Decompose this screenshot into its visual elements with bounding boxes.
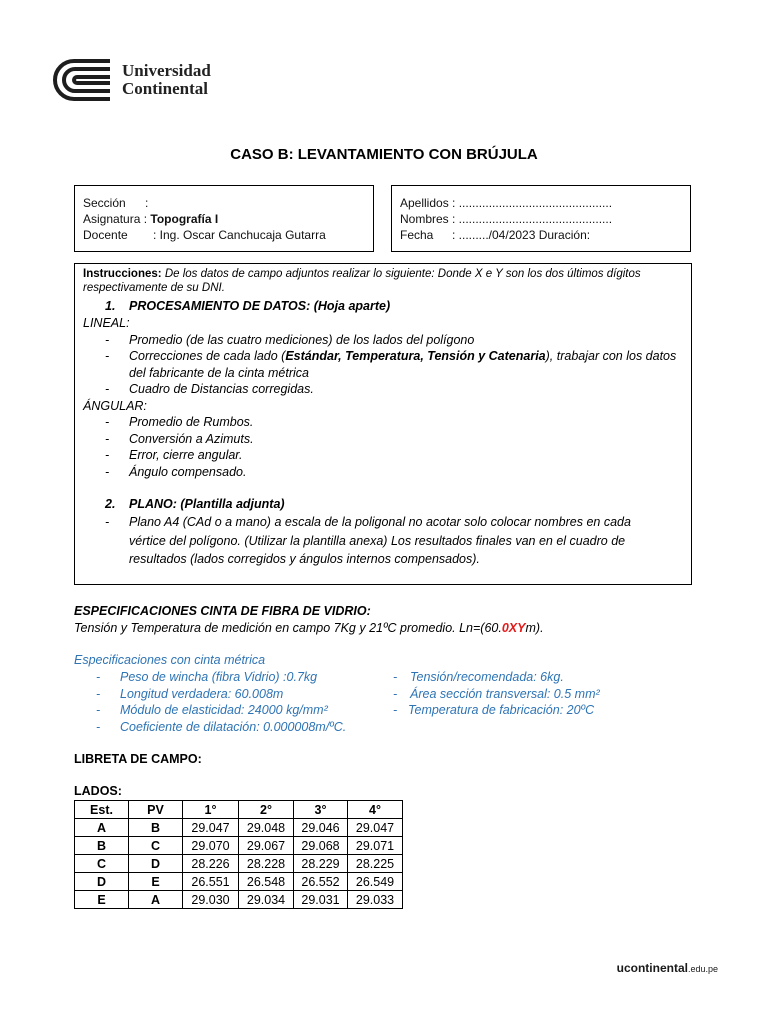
table-row [75,855,403,873]
cinta-spec-text: Longitud verdadera: 60.008m [120,686,284,701]
list-item: - Cuadro de Distancias corregidas. [105,382,314,396]
footer-brand [617,961,718,975]
apellidos-field[interactable]: Apellidos : .............................................. [400,196,613,210]
spec-line-pre: Tensión y Temperatura de medición en campo 7Kg y 21ºC promedio. Ln=(60. [74,621,502,635]
course-info-box [74,185,374,252]
list-item: - Correcciones de cada lado (Estándar, Temperatura, Tensión y Catenaria), trabajar con los datos del fabricante de la cinta métrica [105,349,677,380]
lados-table [74,800,403,909]
seccion-label: Sección [83,196,126,210]
cinta-spec-text: Módulo de elasticidad: 24000 kg/mm² [120,703,328,718]
table-header: Est. [75,801,129,819]
cinta-left-list [96,669,346,736]
table-row [75,837,403,855]
spec-line-post: m). [525,621,544,635]
angular-item-text: Conversión a Azimuts. [129,431,254,446]
seccion-value: : [145,196,149,210]
cinta-right-list [393,669,600,719]
logo-line-1: Universidad [122,61,211,80]
table-cell: 29.046 [294,819,348,837]
item-2-title: PLANO: (Plantilla adjunta) [129,497,285,511]
angular-item-text: Promedio de Rumbos. [129,415,254,429]
table-cell: 28.225 [348,855,403,873]
instructions-intro [83,267,683,295]
table-cell: 29.030 [183,891,239,909]
table-cell: 29.048 [239,819,294,837]
table-cell: 29.070 [183,837,239,855]
asignatura-label: Asignatura [83,212,141,226]
table-cell: 29.067 [239,837,294,855]
plano-text: Plano A4 (CAd o a mano) a escala de la poligonal no acotar solo colocar nombres en cada vértice del polígono. (Utilizar la plantilla anexa) Los resultados finales van en el cuadro de resultados (lados corregidos y ángulos internos compensados). [129,515,631,566]
lineal-item-text: Promedio (de las cuatro mediciones) de los lados del polígono [129,332,475,347]
seccion-row [83,195,373,211]
libreta-title: LIBRETA DE CAMPO: [74,752,202,766]
spec-line-red: 0XY [501,621,526,635]
table-row [75,819,403,837]
university-logo-icon [50,58,112,102]
table-cell: E [129,873,183,891]
item-1-number: 1. [105,299,116,313]
list-item: - Área sección transversal: 0.5 mm² [393,686,600,701]
table-cell: 29.047 [183,819,239,837]
spec-line [74,621,544,635]
list-item: - Temperatura de fabricación: 20ºC [393,703,595,718]
list-item: - Promedio (de las cuatro mediciones) de los lados del polígono [105,332,475,347]
cinta-spec-text: Área sección transversal: 0.5 mm² [410,686,600,701]
angular-label: ÁNGULAR: [83,398,147,413]
list-item: - Longitud verdadera: 60.008m [96,686,284,701]
table-cell: 28.229 [294,855,348,873]
item-2-heading [83,496,683,513]
list-item: - Tensión/recomendada: 6kg. [393,670,564,684]
table-cell: 29.071 [348,837,403,855]
table-cell: 26.549 [348,873,403,891]
correcciones-post: ), trabajar con los datos del fabricante de la cinta métrica [129,349,677,380]
table-cell: 29.034 [239,891,294,909]
table-cell: 29.033 [348,891,403,909]
correcciones-bold: Estándar, Temperatura, Tensión y Catenaria [285,349,546,363]
docente-label: Docente [83,228,128,242]
table-header: PV [129,801,183,819]
nombres-field[interactable]: Nombres : .............................................. [400,212,613,226]
table-cell: E [75,891,129,909]
table-cell: C [129,837,183,855]
lados-title: LADOS: [74,784,122,798]
list-item: - Módulo de elasticidad: 24000 kg/mm² [96,703,328,718]
footer-brand-suffix: .edu.pe [687,964,718,974]
cinta-spec-text: Tensión/recomendada: 6kg. [410,670,564,684]
table-cell: 29.068 [294,837,348,855]
table-cell: 29.031 [294,891,348,909]
university-logo-text [122,62,211,98]
table-cell: 26.552 [294,873,348,891]
table-cell: B [129,819,183,837]
table-cell: 28.226 [183,855,239,873]
fecha-value[interactable]: : ........./04/2023 Duración: [452,228,591,242]
table-header: 3° [294,801,348,819]
list-item: - Plano A4 (CAd o a mano) a escala de la poligonal no acotar solo colocar nombres en cada vértice del polígono. (Utilizar la plantilla anexa) Los resultados finales van en el cuadro de resultados (lados corregidos y ángulos internos compensados). [105,515,631,566]
cinta-spec-text: Temperatura de fabricación: 20ºC [408,703,595,718]
table-cell: 29.047 [348,819,403,837]
spec-title: ESPECIFICACIONES CINTA DE FIBRA DE VIDRIO: [74,604,371,618]
list-item: - Promedio de Rumbos. [105,415,254,429]
table-header: 1° [183,801,239,819]
table-cell: D [75,873,129,891]
list-item: - Ángulo compensado. [105,464,247,479]
fecha-label: Fecha [400,228,434,242]
item-1-title: PROCESAMIENTO DE DATOS: (Hoja aparte) [129,299,391,313]
table-cell: D [129,855,183,873]
instructions-box [74,263,692,585]
table-header: 2° [239,801,294,819]
table-cell: 26.548 [239,873,294,891]
lineal-label: LINEAL: [83,316,130,330]
student-info-box [391,185,691,252]
document-title: CASO B: LEVANTAMIENTO CON BRÚJULA [230,146,538,163]
cinta-title: Especificaciones con cinta métrica [74,653,266,667]
lineal-item-text: Cuadro de Distancias corregidas. [129,382,314,396]
list-item: - Error, cierre angular. [105,448,243,462]
cinta-spec-text: Peso de wincha (fibra Vidrio) :0.7kg [120,670,318,684]
table-row [75,891,403,909]
table-cell: A [75,819,129,837]
docente-row [83,227,373,243]
list-item: - Conversión a Azimuts. [105,431,254,446]
table-cell: B [75,837,129,855]
cinta-spec-text: Coeficiente de dilatación: 0.000008m/ºC. [120,720,347,735]
instructions-label: Instrucciones: [83,268,162,280]
docente-value: : Ing. Oscar Canchucaja Gutarra [153,228,326,242]
list-item: - Coeficiente de dilatación: 0.000008m/ºC. [96,720,347,735]
fecha-row [400,227,690,243]
angular-item-text: Error, cierre angular. [129,448,243,462]
footer-brand-name: ucontinental [616,961,688,975]
angular-item-text: Ángulo compensado. [129,464,247,479]
table-row [75,873,403,891]
instructions-text: De los datos de campo adjuntos realizar lo siguiente: Donde X e Y son los dos últimos dígitos respectivamente de su DNI. [83,268,641,294]
list-item: - Peso de wincha (fibra Vidrio) :0.7kg [96,670,318,684]
logo-line-2: Continental [122,79,208,98]
table-cell: C [75,855,129,873]
table-header-row [75,801,403,819]
table-cell: 28.228 [239,855,294,873]
asignatura-row: Asignatura : Topografía I [83,212,219,226]
asignatura-value: Topografía I [150,212,219,226]
table-cell: A [129,891,183,909]
item-1-heading [83,298,683,315]
table-header: 4° [348,801,403,819]
item-2-number: 2. [105,497,116,511]
table-cell: 26.551 [183,873,239,891]
correcciones-pre: Correcciones de cada lado ( [129,349,286,363]
